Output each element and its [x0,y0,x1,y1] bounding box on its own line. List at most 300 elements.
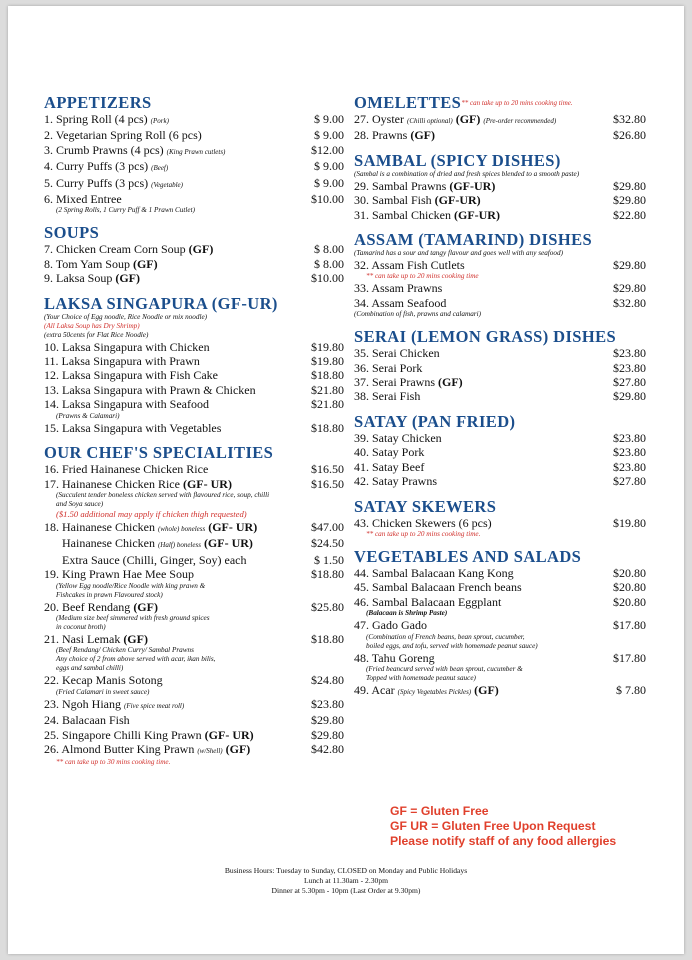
menu-item-name [44,383,256,397]
menu-item-label: 21. Nasi Lemak [44,631,121,646]
dietary-tag: (GF-UR) [449,178,496,193]
menu-item-name [354,445,424,459]
menu-item [354,566,646,580]
menu-item-name [44,271,140,285]
section-heading [354,231,646,249]
menu-item-price: $12.00 [311,142,344,157]
menu-item-name [354,128,435,142]
item-note: Any choice of 2 from above served with acar, ikan bilis, [56,655,216,664]
item-note: (Yellow Egg noodle/Rice Noodle with king prawn & [56,581,206,590]
dietary-tag: (GF- UR) [204,727,254,742]
menu-item-name [44,128,202,142]
menu-item-price: $29.80 [311,727,344,742]
menu-item-name [354,208,500,222]
menu-item [44,128,344,142]
menu-item [354,281,646,295]
section-heading-text: SAMBAL (SPICY DISHES) [354,150,561,170]
menu-item [354,346,646,360]
menu-item-label: 10. Laksa Singapura with Chicken [44,339,210,354]
item-note: ** can take up to 20 mins cooking time [366,272,479,281]
menu-item-price: $21.80 [311,382,344,397]
menu-item-name [354,683,499,699]
menu-item [44,271,344,285]
menu-item-name [44,600,158,614]
menu-item-name [354,296,446,310]
menu-item-price: $23.80 [613,445,646,460]
menu-item [44,368,344,382]
menu-item-label: 40. Satay Pork [354,445,425,460]
menu-item-label: 32. Assam Fish Cutlets [354,258,465,273]
menu-item [44,742,344,758]
menu-item-price: $16.50 [311,462,344,477]
menu-item-name [44,728,254,742]
menu-item [44,421,344,435]
menu-item-price: $29.80 [613,193,646,208]
menu-item-detail: (Vegetable) [151,180,183,189]
item-note: Topped with homemade peanut sauce) [366,673,476,682]
menu-item-name [44,354,200,368]
menu-item-price: $19.80 [311,339,344,354]
section-heading-text: SATAY (PAN FRIED) [354,411,516,431]
section-heading-text: SATAY SKEWERS [354,496,497,516]
item-note: (Beef Rendang/ Chicken Curry/ Sambal Prawns [56,646,194,655]
section-heading-text: SERAI (LEMON GRASS) DISHES [354,327,617,347]
menu-item-name [44,192,122,206]
menu-item-price: $29.80 [613,281,646,296]
menu-item-price: $23.80 [613,360,646,375]
menu-item-price: $24.80 [311,673,344,688]
menu-item-price: $ 9.00 [314,128,344,143]
menu-item [354,112,646,128]
menu-item-name [44,421,221,435]
menu-item-name [44,112,169,128]
menu-item-name [44,462,208,476]
section-heading [354,413,646,431]
menu-page [8,6,684,954]
menu-item-detail: (King Prawn cutlets) [166,147,226,156]
menu-item-label: 31. Sambal Chicken [354,207,451,222]
menu-item [44,520,344,536]
menu-item-name [354,460,424,474]
item-note: (Fried Calamari in sweet sauce) [56,687,150,696]
menu-item-label: 19. King Prawn Hae Mee Soup [44,567,194,582]
item-note: ** can take up to 30 mins cooking time. [56,758,171,767]
dietary-tag: (GF) [410,128,435,143]
section-appetizers [44,94,344,215]
menu-item-label: 15. Laksa Singapura with Vegetables [44,420,222,435]
section-heading [44,224,344,242]
item-note: (Balacaan is Shrimp Paste) [366,609,448,618]
menu-item-price: $18.80 [311,368,344,383]
menu-item-label: 8. Tom Yam Soup [44,256,130,271]
menu-item-price: $ 8.00 [314,242,344,257]
section-heading [44,94,344,112]
menu-item-name [354,361,422,375]
menu-item-label: 43. Chicken Skewers (6 pcs) [354,515,492,530]
menu-item [354,651,646,665]
dietary-tag: (GF) [133,599,158,614]
section-satay-pan-fried [354,413,646,489]
menu-item [354,580,646,594]
menu-item [354,618,646,632]
menu-item-label: 34. Assam Seafood [354,295,447,310]
menu-item [44,600,344,614]
menu-item [354,683,646,699]
menu-item [44,143,344,159]
section-heading-text: ASSAM (TAMARIND) DISHES [354,230,593,250]
menu-column-right [354,94,646,708]
menu-item [354,389,646,403]
menu-item-price: $24.50 [311,536,344,551]
menu-item-price: $ 9.00 [314,175,344,190]
menu-item-name [44,159,168,175]
item-note: (extra 50cents for Flat Rice Noodle) [44,330,149,339]
menu-item-label: 26. Almond Butter King Prawn [44,741,195,756]
menu-item [44,242,344,256]
menu-item-name [44,520,257,536]
menu-item [44,567,344,581]
menu-item [354,474,646,488]
dietary-tag: (GF) [123,631,148,646]
menu-item [44,553,344,567]
section-heading-text: VEGETABLES AND SALADS [354,546,582,566]
section-heading-note: ** can take up to 20 mins cooking time. [461,99,573,107]
menu-item [354,258,646,272]
menu-item-label: 38. Serai Fish [354,389,421,404]
menu-item [354,208,646,222]
menu-item-price: $29.80 [311,713,344,728]
section-sambal-spicy-dishes [354,152,646,222]
menu-item-detail: (Pre-order recommended) [483,117,557,125]
legend-line: GF UR = Gluten Free Upon Request [390,819,596,834]
menu-item [44,462,344,476]
item-note: (Succulent tender boneless chicken served with flavoured rice, soup, chilli [56,490,270,499]
menu-item-label: Hainanese Chicken [44,536,155,551]
menu-item-name [354,112,556,128]
menu-item [44,192,344,206]
menu-item [44,397,344,411]
menu-item-detail: (Pork) [150,117,169,125]
menu-item-price: $42.80 [311,741,344,756]
menu-item-name [44,697,184,713]
hours-line: Dinner at 5.30pm - 10pm (Last Order at 9.30pm) [271,886,421,895]
menu-item-name [44,257,158,271]
item-note: (Combination of French beans, bean sprout, cucumber, [366,632,525,641]
menu-item-price: $26.80 [613,128,646,143]
menu-item-label: 5. Curry Puffs (3 pcs) [44,175,149,190]
menu-item-name [44,553,246,567]
menu-item-name [44,176,183,192]
menu-item-price: $20.80 [613,565,646,580]
item-note: (Your Choice of Egg noodle, Rice Noodle or mix noodle) [44,312,208,321]
menu-item-price: $47.00 [311,519,344,534]
dietary-tag: (GF) [188,242,214,257]
menu-item [44,257,344,271]
menu-item-name [44,477,232,491]
menu-item [354,296,646,310]
menu-item-name [44,632,148,646]
item-note: eggs and sambal chilli) [56,664,124,673]
menu-item-name [354,431,442,445]
menu-item-price: $16.50 [311,476,344,491]
menu-item-price: $27.80 [613,474,646,489]
menu-item-label: 22. Kecap Manis Sotong [44,673,163,688]
menu-item-label: 12. Laksa Singapura with Fish Cake [44,368,218,383]
menu-item [354,179,646,193]
menu-item-label: 2. Vegetarian Spring Roll (6 pcs) [44,128,202,143]
menu-item-label: Extra Sauce (Chilli, Ginger, Soy) each [44,552,247,567]
menu-item-detail: (w/Shell) [197,746,223,755]
menu-item-label: 35. Serai Chicken [354,346,440,361]
menu-item-name [354,580,522,594]
menu-item-price: $23.80 [311,696,344,711]
menu-item [354,128,646,142]
menu-item-detail: (Chilli optional) [407,117,453,125]
menu-item [354,431,646,445]
menu-item-label: 25. Singapore Chilli King Prawn [44,727,202,742]
menu-item-label: 49. Acar [354,682,395,697]
menu-item [44,536,344,552]
menu-item-label: 6. Mixed Entree [44,192,122,207]
dietary-tag: (GF) [474,682,499,697]
menu-item-label: 27. Oyster [354,112,404,126]
dietary-tag: (GF- UR) [203,536,253,551]
section-serai-lemon-grass-dishes [354,328,646,404]
menu-item-detail: (Beef) [151,164,169,173]
item-note: (2 Spring Rolls, 1 Curry Puff & 1 Prawn Cutlet) [56,206,195,215]
dietary-tag: (GF) [132,256,158,271]
hours-line: Lunch at 11.30am - 2.30pm [303,876,389,885]
menu-item-name [44,143,225,159]
dietary-tag: (GF) [438,375,463,390]
menu-item-name [354,651,435,665]
menu-item-name [44,242,213,256]
section-laksa-singapura-gf-ur [44,295,344,435]
section-heading-text: APPETIZERS [44,93,152,112]
menu-item-label: 23. Ngoh Hiang [44,696,121,711]
item-note: ** can take up to 20 mins cooking time. [366,529,481,538]
menu-item-label: 24. Balacaan Fish [44,713,130,728]
section-heading [354,328,646,346]
item-note: Fishcakes in prawn Flavoured stock) [56,590,163,599]
menu-item-price: $10.00 [311,271,344,286]
item-note: and Soya sauce) [56,499,104,508]
menu-item-label: 29. Sambal Prawns [354,178,447,193]
menu-item [44,728,344,742]
menu-item-price: $29.80 [613,258,646,273]
section-our-chef-s-specialities [44,444,344,767]
menu-item-name [354,389,420,403]
menu-item-name [354,193,481,207]
menu-item [44,713,344,727]
item-note: (All Laksa Soup has Dry Shrimp) [44,321,140,330]
legend-line: Please notify staff of any food allergies [390,834,617,849]
item-note: in coconut broth) [56,622,106,631]
menu-item-name [354,179,495,193]
item-note: ($1.50 additional may apply if chicken thigh requested) [56,508,247,519]
menu-item-label: 46. Sambal Balacaan Eggplant [354,594,502,609]
section-heading [44,295,344,313]
menu-item-name [354,281,442,295]
section-heading-text: LAKSA SINGAPURA (GF-UR) [44,293,278,313]
section-heading-text: OMELETTES [354,93,462,112]
item-note: boiled eggs, and tofu, served with homemade peanut sauce) [366,641,538,650]
menu-item-name [354,258,465,272]
item-note: (Medium size beef simmered with fresh ground spices [56,613,210,622]
item-note: (Prawns & Calamari) [56,411,120,420]
menu-item-label: 18. Hainanese Chicken [44,519,155,534]
menu-item [44,159,344,175]
dietary-tag: (GF- UR) [182,476,232,491]
legend-line: GF = Gluten Free [390,804,489,818]
dietary-tag: (GF) [115,271,140,286]
section-heading-text: OUR CHEF'S SPECIALITIES [44,443,274,463]
menu-item-label: 17. Hainanese Chicken Rice [44,476,180,491]
menu-item-price: $18.80 [311,631,344,646]
menu-item-name [44,567,194,581]
menu-item [44,354,344,368]
section-heading [354,152,646,170]
menu-item-label: 30. Sambal Fish [354,193,432,208]
menu-item-price: $ 9.00 [314,112,344,126]
section-omelettes [354,94,646,143]
menu-item [354,595,646,609]
menu-item-label: 9. Laksa Soup [44,271,113,286]
menu-item-label: 36. Serai Pork [354,360,423,375]
menu-item-name [44,340,210,354]
menu-item [354,361,646,375]
menu-item-label: 41. Satay Beef [354,459,425,474]
item-note: (Tamarind has a sour and tangy flavour and goes well with any seafood) [354,249,563,258]
menu-item-label: 44. Sambal Balacaan Kang Kong [354,565,514,580]
item-note: (Sambal is a combination of dried and fresh spices blended to a smooth paste) [354,169,580,178]
menu-item-name [354,375,463,389]
dietary-legend [390,804,616,850]
menu-item-price: $19.80 [613,515,646,530]
menu-item-price: $18.80 [311,567,344,582]
section-heading [354,498,646,516]
menu-item-label: 42. Satay Prawns [354,474,437,489]
menu-item-label: 16. Fried Hainanese Chicken Rice [44,462,209,477]
item-note: (Combination of fish, prawns and calamari) [354,310,481,319]
menu-item-name [44,673,163,687]
menu-item-price: $20.80 [613,594,646,609]
menu-item-label: 47. Gado Gado [354,618,427,633]
menu-item-name [44,713,130,727]
menu-item-price: $23.80 [613,459,646,474]
menu-item-label: 7. Chicken Cream Corn Soup [44,242,186,257]
menu-item-price: $29.80 [613,389,646,404]
menu-item-label: 45. Sambal Balacaan French beans [354,580,522,595]
menu-item-detail: (Spicy Vegetables Pickles) [397,687,472,696]
menu-item [44,176,344,192]
menu-item-label: 14. Laksa Singapura with Seafood [44,397,209,412]
dietary-tag: (GF) [455,112,481,126]
menu-item-price: $21.80 [311,397,344,412]
menu-item-label: 13. Laksa Singapura with Prawn & Chicken [44,382,256,397]
menu-item-price: $32.80 [613,295,646,310]
menu-item-name [44,368,218,382]
menu-column-left [44,94,344,776]
menu-item [44,632,344,646]
section-heading [354,548,646,566]
menu-item [44,340,344,354]
menu-item [354,460,646,474]
dietary-tag: (GF-UR) [453,207,500,222]
menu-item-price: $32.80 [613,112,646,126]
business-hours [8,866,684,896]
menu-item-price: $23.80 [613,346,646,361]
menu-item [354,516,646,530]
dietary-tag: (GF-UR) [434,193,481,208]
menu-item-price: $19.80 [311,354,344,369]
dietary-tag: (GF- UR) [208,519,258,534]
menu-item-price: $ 7.80 [616,682,646,697]
menu-item-label: 28. Prawns [354,128,408,143]
menu-item-name [354,516,492,530]
section-soups [44,224,344,285]
menu-item-price: $25.80 [311,599,344,614]
section-assam-tamarind-dishes [354,231,646,319]
section-heading [354,94,646,112]
menu-item [44,112,344,128]
menu-item-name [44,536,253,552]
menu-item [354,445,646,459]
menu-item-price: $23.80 [613,430,646,445]
menu-item [354,193,646,207]
menu-item [44,383,344,397]
menu-item-label: 20. Beef Rendang [44,599,131,614]
section-satay-skewers [354,498,646,539]
menu-item-price: $27.80 [613,375,646,390]
item-note: (Fried beancurd served with bean sprout, cucumber & [366,664,523,673]
menu-item-label: 39. Satay Chicken [354,430,442,445]
menu-item-detail: (whole) boneless [157,524,206,533]
menu-item-label: 11. Laksa Singapura with Prawn [44,354,200,369]
menu-item-label: 33. Assam Prawns [354,281,443,296]
menu-item-label: 1. Spring Roll (4 pcs) [44,112,148,126]
section-heading [44,444,344,462]
hours-line: Business Hours: Tuesday to Sunday, CLOSED on Monday and Public Holidays [224,866,468,875]
menu-item-name [354,346,440,360]
menu-item-price: $ 1.50 [314,552,344,567]
menu-item-price: $ 9.00 [314,159,344,174]
menu-item-label: 3. Crumb Prawns (4 pcs) [44,142,164,157]
menu-item-name [44,742,250,758]
menu-item-price: $29.80 [613,178,646,193]
menu-item-price: $18.80 [311,420,344,435]
menu-item-label: 4. Curry Puffs (3 pcs) [44,159,149,174]
menu-item-detail: (Half) boneless [157,541,201,550]
menu-item-detail: (Five spice meat roll) [124,701,185,710]
menu-item-price: $17.80 [613,618,646,633]
menu-item [44,697,344,713]
menu-item-price: $22.80 [613,207,646,222]
section-vegetables-and-salads [354,548,646,699]
menu-item-name [44,397,209,411]
menu-item [44,673,344,687]
menu-item-name [354,474,437,488]
menu-item-price: $ 8.00 [314,256,344,271]
dietary-tag: (GF) [225,741,251,756]
menu-item-label: 48. Tahu Goreng [354,650,435,665]
menu-item-name [354,595,501,609]
menu-item-price: $10.00 [311,192,344,207]
menu-item-name [354,566,514,580]
menu-item-price: $20.80 [613,580,646,595]
menu-item-price: $17.80 [613,650,646,665]
menu-item [354,375,646,389]
